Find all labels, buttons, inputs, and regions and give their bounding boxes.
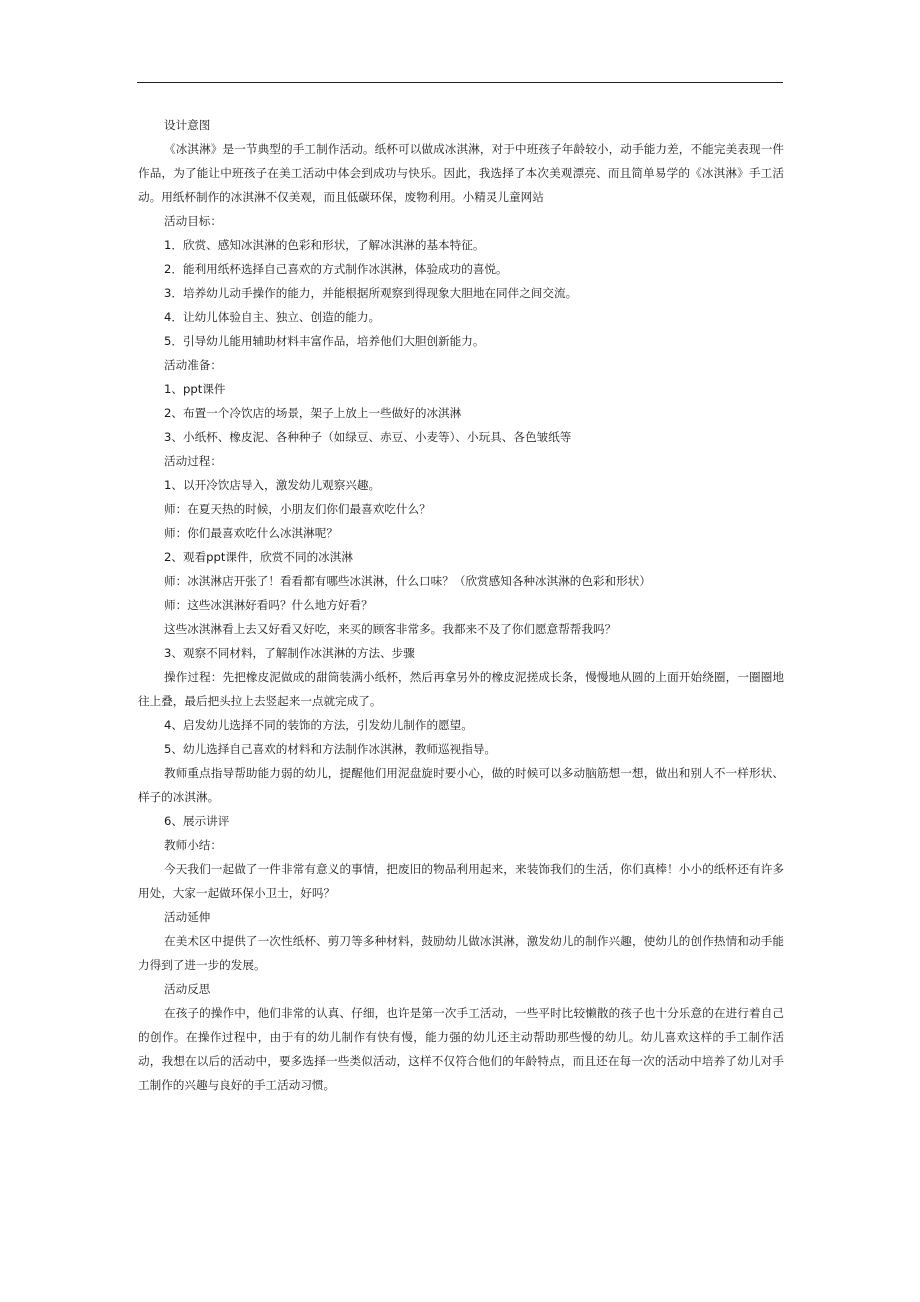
list-item: 3．培养幼儿动手操作的能力，并能根据所观察到得现象大胆地在同伴之间交流。 [164,286,578,300]
dialogue-line: 师：这些冰淇淋好看吗？什么地方好看？ [164,598,373,612]
list-item: 5．引导幼儿能用辅助材料丰富作品，培养他们大胆创新能力。 [164,334,485,348]
body-paragraph: 在美术区中提供了一次性纸杯、剪刀等多种材料，鼓励幼儿做冰淇淋，激发幼儿的制作兴趣，使幼儿的创作热情和动手能力得到了进一步的发展。 [138,934,784,972]
list-item: 5、幼儿选择自己喜欢的材料和方法制作冰淇淋，教师巡视指导。 [164,742,497,756]
dialogue-line: 师：冰淇淋店开张了！看看都有哪些冰淇淋，什么口味？（欣赏感知各种冰淇淋的色彩和形状） [164,574,651,588]
section-heading: 教师小结： [164,838,222,852]
section-heading: 活动延伸 [164,910,211,924]
list-item: 1、ppt课件 [164,382,226,396]
header-rule [137,82,783,83]
list-item: 4．让幼儿体验自主、独立、创造的能力。 [164,310,381,324]
section-heading: 活动目标： [164,214,222,228]
list-item: 6、展示讲评 [164,814,230,828]
document-body [138,113,784,1097]
body-paragraph: 操作过程：先把橡皮泥做成的甜筒装满小纸杯，然后再拿另外的橡皮泥搓成长条，慢慢地从圆的上面开始绕圈，一圈圈地往上叠，最后把头拉上去竖起来一点就完成了。 [138,670,784,708]
body-paragraph: 教师重点指导帮助能力弱的幼儿，提醒他们用泥盘旋时要小心，做的时候可以多动脑筋想一想，做出和别人不一样形状、样子的冰淇淋。 [138,766,784,804]
section-heading: 活动准备： [164,358,222,372]
list-item: 2．能利用纸杯选择自己喜欢的方式制作冰淇淋，体验成功的喜悦。 [164,262,508,276]
dialogue-line: 师：你们最喜欢吃什么冰淇淋呢？ [164,526,338,540]
body-paragraph: 今天我们一起做了一件非常有意义的事情，把废旧的物品利用起来，来装饰我们的生活，你们真棒！小小的纸杯还有许多用处，大家一起做环保小卫士，好吗？ [138,862,784,900]
section-heading: 活动反思 [164,982,211,996]
list-item: 3、小纸杯、橡皮泥、各种种子（如绿豆、赤豆、小麦等）、小玩具、各色皱纸等 [164,430,572,444]
list-item: 4、启发幼儿选择不同的装饰的方法，引发幼儿制作的愿望。 [164,718,473,732]
section-heading: 设计意图 [164,118,211,132]
body-paragraph: 《冰淇淋》是一节典型的手工制作活动。纸杯可以做成冰淇淋，对于中班孩子年龄较小，动手能力差，不能完美表现一件作品，为了能让中班孩子在美工活动中体会到成功与快乐。因此，我选择了本次美观漂亮、而且简单易学的《冰淇淋》手工活动。用纸杯制作的冰淇淋不仅美观，而且低碳环保，废物利用。小精灵儿童网站 [138,142,784,204]
section-heading: 活动过程： [164,454,222,468]
list-item: 1、以开冷饮店导入，激发幼儿观察兴趣。 [164,478,381,492]
list-item: 3、观察不同材料，了解制作冰淇淋的方法、步骤 [164,646,415,660]
body-paragraph: 在孩子的操作中，他们非常的认真、仔细，也许是第一次手工活动，一些平时比较懒散的孩子也十分乐意的在进行着自己的创作。在操作过程中，由于有的幼儿制作有快有慢，能力强的幼儿还主动帮助那些慢的幼儿。幼儿喜欢这样的手工制作活动，我想在以后的活动中，要多选择一些类似活动，这样不仅符合他们的年龄特点，而且还在每一次的活动中培养了幼儿对手工制作的兴趣与良好的手工活动习惯。 [138,1006,784,1092]
body-line: 这些冰淇淋看上去又好看又好吃，来买的顾客非常多。我都来不及了你们愿意帮帮我吗？ [164,622,617,636]
list-item: 2、观看ppt课件，欣赏不同的冰淇淋 [164,550,353,564]
list-item: 2、布置一个冷饮店的场景，架子上放上一些做好的冰淇淋 [164,406,462,420]
dialogue-line: 师：在夏天热的时候，小朋友们你们最喜欢吃什么？ [164,502,431,516]
list-item: 1．欣赏、感知冰淇淋的色彩和形状，了解冰淇淋的基本特征。 [164,238,485,252]
